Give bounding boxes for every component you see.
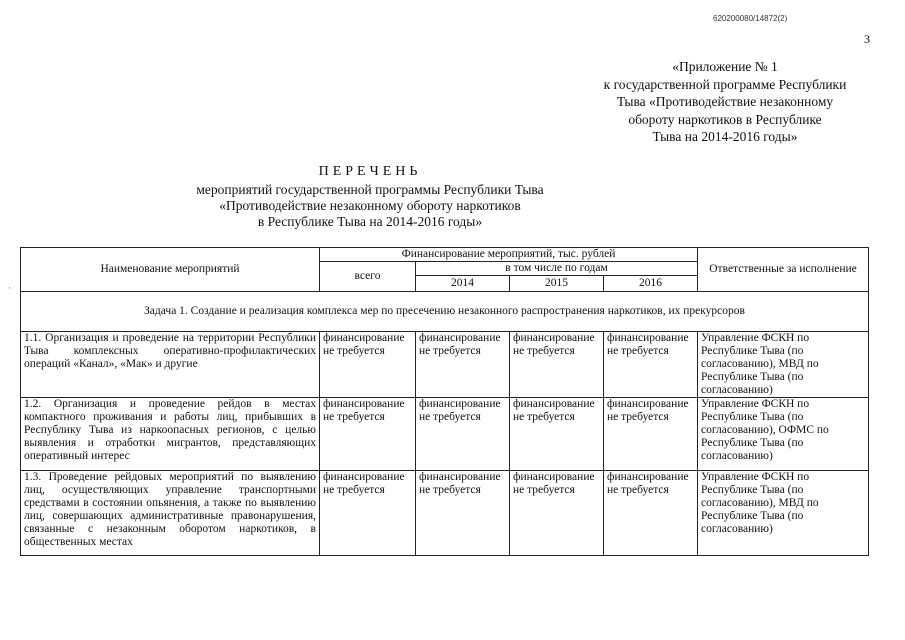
financing-2015: финансирование не требуется	[510, 332, 604, 398]
measure-name: 1.1. Организация и проведение на территории Республики Тыва комплексных оперативно-профилактических операций «Канал», «Мак» и другие	[21, 332, 320, 398]
financing-2015: финансирование не требуется	[510, 398, 604, 471]
responsible: Управление ФСКН по Республике Тыва (по согласованию), МВД по Республике Тыва (по согласованию)	[698, 332, 869, 398]
table-row	[21, 332, 869, 398]
appendix-line: к государственной программе Республики	[603, 76, 847, 92]
title-line: «Противодействие незаконному обороту наркотиков	[219, 198, 521, 213]
appendix-line: Тыва «Противодействие незаконному	[616, 94, 834, 109]
document-title	[180, 164, 560, 230]
appendix-line: обороту наркотиков в Республике	[628, 111, 822, 127]
header-year: 2016	[604, 276, 698, 292]
financing-total: финансирование не требуется	[320, 471, 416, 556]
measure-name: 1.3. Проведение рейдовых мероприятий по выявлению лиц, осуществляющих управление транспортными средствами в состоянии опьянения, а также по выявлению лиц, совершающих административные правонарушения, связанные с незаконным оборотом наркотиков, в общественных местах	[21, 471, 320, 556]
responsible: Управление ФСКН по Республике Тыва (по согласованию), ОФМС по Республике Тыва (по согласованию)	[698, 398, 869, 471]
table-row	[21, 398, 869, 471]
financing-2016: финансирование не требуется	[604, 471, 698, 556]
scan-mark: ·	[8, 283, 11, 293]
financing-total: финансирование не требуется	[320, 398, 416, 471]
measures-table	[20, 247, 869, 556]
financing-2014: финансирование не требуется	[416, 398, 510, 471]
financing-2014: финансирование не требуется	[416, 471, 510, 556]
title-line: в Республике Тыва на 2014-2016 годы»	[257, 214, 483, 229]
table-row	[21, 471, 869, 556]
page-number: 3	[864, 32, 870, 46]
responsible: Управление ФСКН по Республике Тыва (по согласованию), МВД по Республике Тыва (по согласованию)	[698, 471, 869, 556]
title-line: мероприятий государственной программы Республики Тыва	[196, 182, 544, 197]
financing-total: финансирование не требуется	[320, 332, 416, 398]
appendix-line: «Приложение № 1	[672, 59, 778, 74]
header-total: всего	[320, 262, 416, 292]
header-by-years: в том числе по годам	[416, 262, 698, 276]
appendix-line: Тыва на 2014-2016 годы»	[652, 129, 798, 144]
document-code: 620200080/14872(2)	[713, 14, 788, 23]
header-year: 2014	[416, 276, 510, 292]
title-heading: ПЕРЕЧЕНЬ	[318, 164, 422, 179]
appendix-note	[560, 58, 890, 146]
header-financing: Финансирование мероприятий, тыс. рублей	[320, 248, 698, 262]
financing-2016: финансирование не требуется	[604, 398, 698, 471]
financing-2016: финансирование не требуется	[604, 332, 698, 398]
financing-2015: финансирование не требуется	[510, 471, 604, 556]
financing-2014: финансирование не требуется	[416, 332, 510, 398]
header-responsible: Ответственные за исполнение	[698, 248, 869, 292]
measure-name: 1.2. Организация и проведение рейдов в местах компактного проживания и работы лиц, прибывших в Республику Тыва из наркоопасных регионов, с целью выявления и отработки мигрантов, представляющих оперативный интерес	[21, 398, 320, 471]
header-year: 2015	[510, 276, 604, 292]
task-row: Задача 1. Создание и реализация комплекса мер по пресечению незаконного распространения наркотиков, их прекурсоров	[21, 292, 869, 332]
header-measure-name: Наименование мероприятий	[21, 248, 320, 292]
